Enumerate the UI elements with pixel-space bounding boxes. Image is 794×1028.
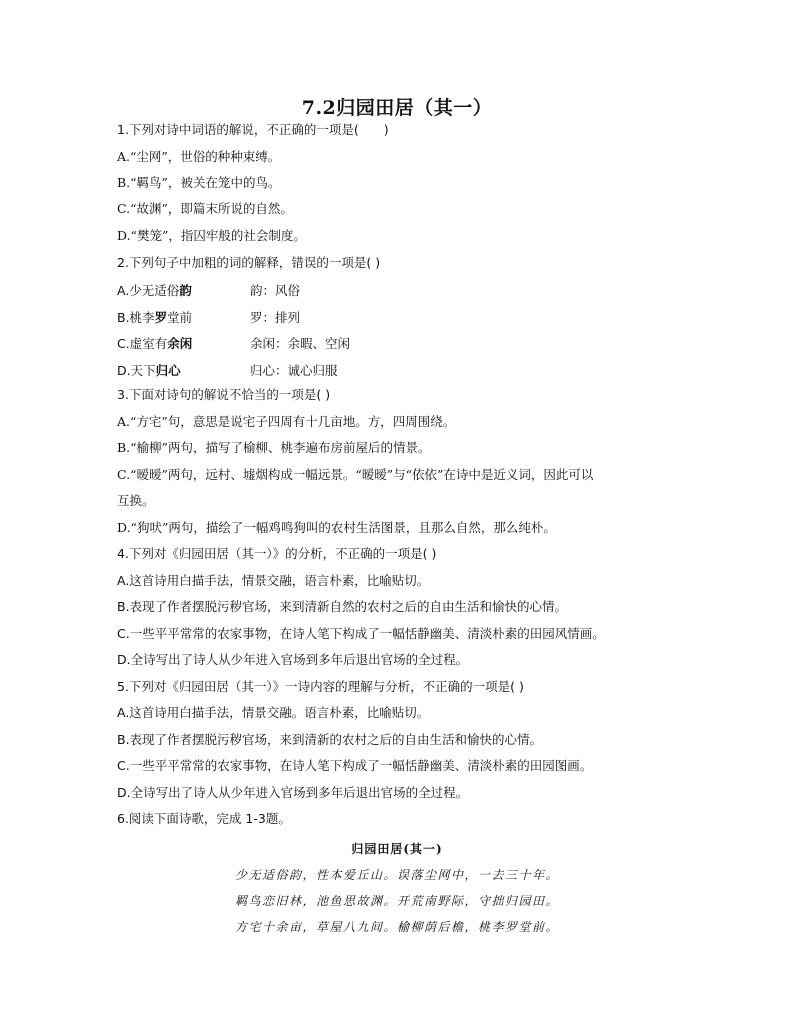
q1-option-a: A.“尘网”，世俗的种种束缚。 [117, 149, 281, 164]
q3-option-b: B.“榆柳”两句，描写了榆柳、桃李遍布房前屋后的情景。 [117, 440, 431, 455]
poem-title: 归园田居(其一) [351, 842, 443, 856]
q4-option-c: C.一些平平常常的农家事物，在诗人笔下构成了一幅恬静幽美、清淡朴素的田园风情画。 [117, 626, 605, 641]
poem-line-1: 少无适俗韵，性本爱丘山。误落尘网中，一去三十年。 [234, 868, 559, 882]
q3-option-a: A.“方宅”句，意思是说宅子四周有十几亩地。方，四周围绕。 [117, 414, 456, 429]
q2-option-b [117, 308, 192, 326]
q2-option-c-def: 余闲：余暇、空闲 [250, 336, 351, 351]
q1-option-b: B.“羁鸟”，被关在笼中的鸟。 [117, 175, 281, 190]
q2-option-a-def: 韵：风俗 [250, 283, 301, 298]
q2-option-c [117, 334, 192, 352]
q5-stem: 5.下列对《归园田居（其一）》一诗内容的理解与分析，不正确的一项是( ) [117, 679, 524, 694]
q5-option-b: B.表现了作者摆脱污秽官场，来到清新的农村之后的自由生活和愉快的心情。 [117, 732, 543, 747]
q1-stem: 1.下列对诗中词语的解说，不正确的一项是( ) [117, 122, 389, 137]
q3-option-d: D.“狗吠”两句，描绘了一幅鸡鸣狗叫的农村生活图景，且那么自然，那么纯朴。 [117, 520, 556, 535]
q2-option-b-post: 堂前 [167, 310, 193, 325]
q1-option-c: C.“故渊”，即篇末所说的自然。 [117, 201, 293, 216]
q3-stem: 3.下面对诗句的解说不恰当的一项是( ) [117, 387, 331, 402]
q2-option-d-text: D.天下 [117, 363, 156, 378]
q4-option-a: A.这首诗用白描手法，情景交融，语言朴素，比喻贴切。 [117, 573, 430, 588]
q2-option-a-text: A.少无适俗 [117, 283, 180, 298]
q6-stem: 6.阅读下面诗歌，完成 1-3题。 [117, 811, 291, 826]
q4-option-d: D.全诗写出了诗人从少年进入官场到多年后退出官场的全过程。 [117, 652, 469, 667]
q2-option-c-bold: 余闲 [167, 336, 193, 351]
q2-stem: 2.下列句子中加粗的词的解释，错误的一项是( ) [117, 255, 381, 270]
q2-option-d-def: 归心：诚心归服 [250, 363, 338, 378]
q2-option-a [117, 281, 192, 299]
q2-option-c-text: C.虚室有 [117, 336, 168, 351]
poem-line-3: 方宅十余亩，草屋八九间。榆柳荫后檐，桃李罗堂前。 [234, 920, 559, 934]
q2-option-a-bold: 韵 [179, 283, 192, 298]
q2-option-b-def: 罗：排列 [250, 310, 301, 325]
q4-stem: 4.下列对《归园田居（其一）》的分析，不正确的一项是( ) [117, 546, 437, 561]
q2-option-b-bold: 罗 [154, 310, 168, 325]
q5-option-c: C.一些平平常常的农家事物，在诗人笔下构成了一幅恬静幽美、清淡朴素的田园图画。 [117, 758, 593, 773]
q5-option-a: A.这首诗用白描手法，情景交融。语言朴素，比喻贴切。 [117, 705, 430, 720]
q1-option-d: D.“樊笼”，指囚牢般的社会制度。 [117, 228, 306, 243]
q2-option-d [117, 361, 181, 379]
q4-option-b: B.表现了作者摆脱污秽官场，来到清新自然的农村之后的自由生活和愉快的心情。 [117, 599, 568, 614]
poem-line-2: 羁鸟恋旧林，池鱼思故渊。开荒南野际，守拙归园田。 [234, 894, 559, 908]
q5-option-d: D.全诗写出了诗人从少年进入官场到多年后退出官场的全过程。 [117, 785, 469, 800]
q2-option-b-text: B.桃李 [117, 310, 155, 325]
page-title: 7.2归园田居（其一） [301, 97, 493, 119]
q2-option-d-bold: 归心 [155, 363, 181, 378]
q3-option-c: C.“暧暧”两句，远村、墟烟构成一幅远景。“暧暧”与“依依”在诗中是近义词，因此可以 [117, 467, 594, 482]
q3-option-c-cont: 互换。 [117, 493, 155, 508]
